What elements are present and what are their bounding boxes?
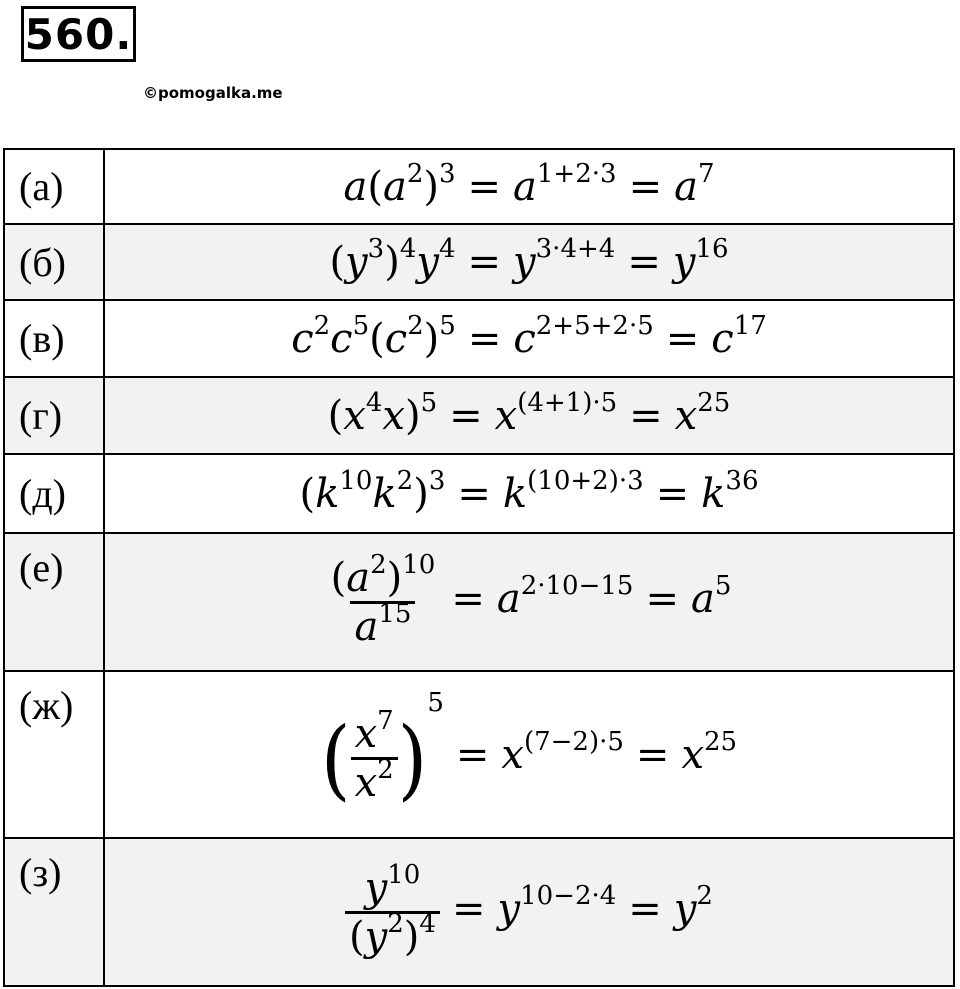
row-label: (ж)	[4, 671, 104, 838]
formula-v: $c^2c^5(c^2)^5 = c^{2+5+2\cdot 5} = c^{17}$	[104, 300, 954, 377]
formula-e: $\frac{(a^2)^{10}}{a^{15}}$ = $a^{2\cdot 10-15} = a^5$	[104, 533, 954, 671]
table-row	[4, 224, 954, 300]
formula-g: $(x^4x)^5 = x^{(4+1)\cdot 5} = x^{25}$	[104, 377, 954, 454]
row-label: (е)	[4, 533, 104, 671]
table-row	[4, 377, 954, 454]
row-label: (б)	[4, 224, 104, 300]
table-row	[4, 533, 954, 671]
formula-z: $\frac{y^{10}}{(y^2)^4}$ = $y^{10-2\cdot 4} = y^2$	[104, 838, 954, 986]
row-label: (а)	[4, 149, 104, 224]
table-row	[4, 454, 954, 533]
formula-a: $a(a^2)^3 = a^{1+2\cdot 3} = a^7$	[104, 149, 954, 224]
formula-b: $(y^3)^4y^4 = y^{3\cdot 4+4} = y^{16}$	[104, 224, 954, 300]
problem-number: 560.	[21, 6, 136, 62]
formula-d: $(k^{10}k^2)^3 = k^{(10+2)\cdot 3} = k^{36}$	[104, 454, 954, 533]
table-row	[4, 838, 954, 986]
table-row	[4, 671, 954, 838]
table-row	[4, 149, 954, 224]
formula-zh: ( $\frac{x^7}{x^2}$ )$^5= x^{(7-2)\cdot 5} = x^{25}$	[104, 671, 954, 838]
row-label: (в)	[4, 300, 104, 377]
watermark: ©pomogalka.me	[143, 84, 283, 102]
row-label: (д)	[4, 454, 104, 533]
solutions-table	[3, 148, 955, 987]
table-row	[4, 300, 954, 377]
row-label: (г)	[4, 377, 104, 454]
row-label: (з)	[4, 838, 104, 986]
